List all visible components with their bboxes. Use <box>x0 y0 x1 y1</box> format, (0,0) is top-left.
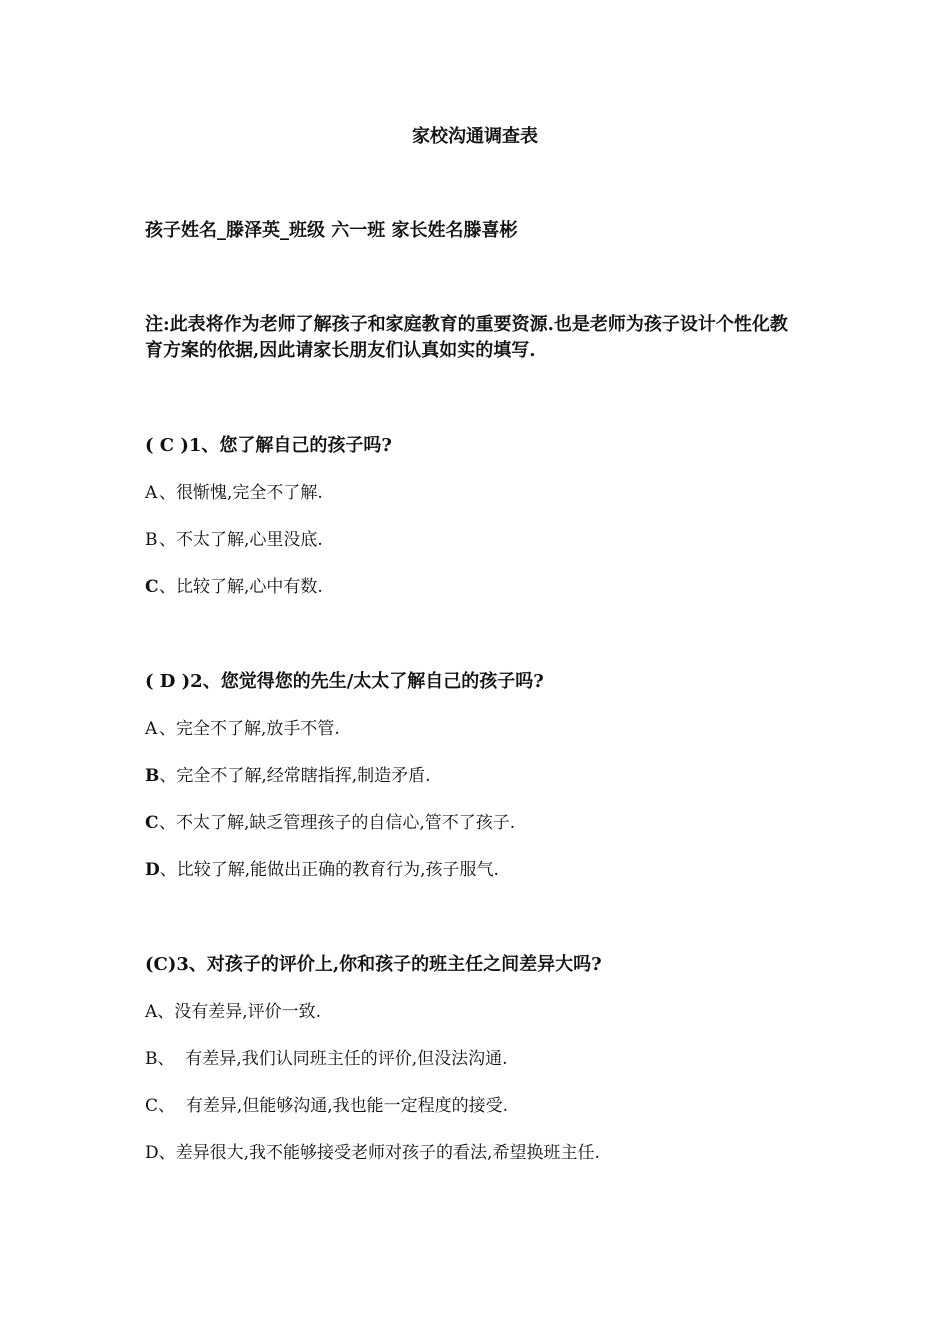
option-text: 比较了解,心中有数. <box>176 577 323 597</box>
option-text: 不太了解,心里没底. <box>176 530 323 550</box>
question-2-option-c <box>145 810 515 836</box>
question-1-option-c <box>145 574 323 600</box>
option-text: 有差异,但能够沟通,我也能一定程度的接受. <box>175 1096 509 1116</box>
option-letter: B <box>145 766 160 786</box>
question-3-option-d <box>145 1140 600 1166</box>
instruction-note: 注:此表将作为老师了解孩子和家庭教育的重要资源.也是老师为孩子设计个性化教育方案的依据,因此请家长朋友们认真如实的填写. <box>145 314 788 361</box>
option-text: 很惭愧,完全不了解. <box>176 483 323 503</box>
question-3-option-a <box>145 999 321 1025</box>
option-letter: D <box>145 860 160 880</box>
option-separator: 、 <box>158 1143 176 1163</box>
option-separator: 、 <box>159 766 177 786</box>
student-info-line: 孩子姓名_滕泽英_班级 六一班 家长姓名滕喜彬 <box>145 220 518 241</box>
question-1-option-b <box>145 527 323 553</box>
option-letter: A <box>145 719 158 739</box>
option-separator: 、 <box>159 577 176 597</box>
option-separator: 、 <box>158 1096 176 1116</box>
option-text: 有差异,我们认同班主任的评价,但没法沟通. <box>174 1049 508 1069</box>
option-separator: 、 <box>159 860 177 880</box>
option-separator: 、 <box>157 1049 175 1069</box>
question-2: ( D )2、您觉得您的先生/太太了解自己的孩子吗? <box>145 671 544 692</box>
option-separator: 、 <box>157 1002 175 1022</box>
question-2-option-b <box>145 763 431 789</box>
option-letter: C <box>145 813 159 833</box>
question-1: ( C )1、您了解自己的孩子吗? <box>145 435 392 456</box>
option-separator: 、 <box>159 483 176 503</box>
page-title: 家校沟通调查表 <box>412 126 538 147</box>
option-text: 完全不了解,经常瞎指挥,制造矛盾. <box>176 766 431 786</box>
question-2-option-a <box>145 716 340 742</box>
question-1-option-a <box>145 480 323 506</box>
option-letter: C <box>145 577 159 597</box>
option-letter: B <box>145 530 158 550</box>
question-3-option-b <box>145 1046 508 1072</box>
option-letter: A <box>145 483 158 503</box>
option-separator: 、 <box>159 719 176 739</box>
option-letter: B <box>145 1049 158 1069</box>
option-separator: 、 <box>159 530 176 550</box>
option-text: 差异很大,我不能够接受老师对孩子的看法,希望换班主任. <box>175 1143 600 1163</box>
option-letter: A <box>145 1002 158 1022</box>
option-text: 没有差异,评价一致. <box>174 1002 322 1022</box>
option-text: 不太了解,缺乏管理孩子的自信心,管不了孩子. <box>176 813 516 833</box>
question-2-option-d <box>145 857 499 883</box>
option-text: 完全不了解,放手不管. <box>176 719 340 739</box>
option-letter: D <box>145 1143 159 1163</box>
option-letter: C <box>145 1096 159 1116</box>
question-3-option-c <box>145 1093 508 1119</box>
option-separator: 、 <box>159 813 176 833</box>
question-3: (C)3、对孩子的评价上,你和孩子的班主任之间差异大吗? <box>145 954 602 975</box>
option-text: 比较了解,能做出正确的教育行为,孩子服气. <box>176 860 499 880</box>
